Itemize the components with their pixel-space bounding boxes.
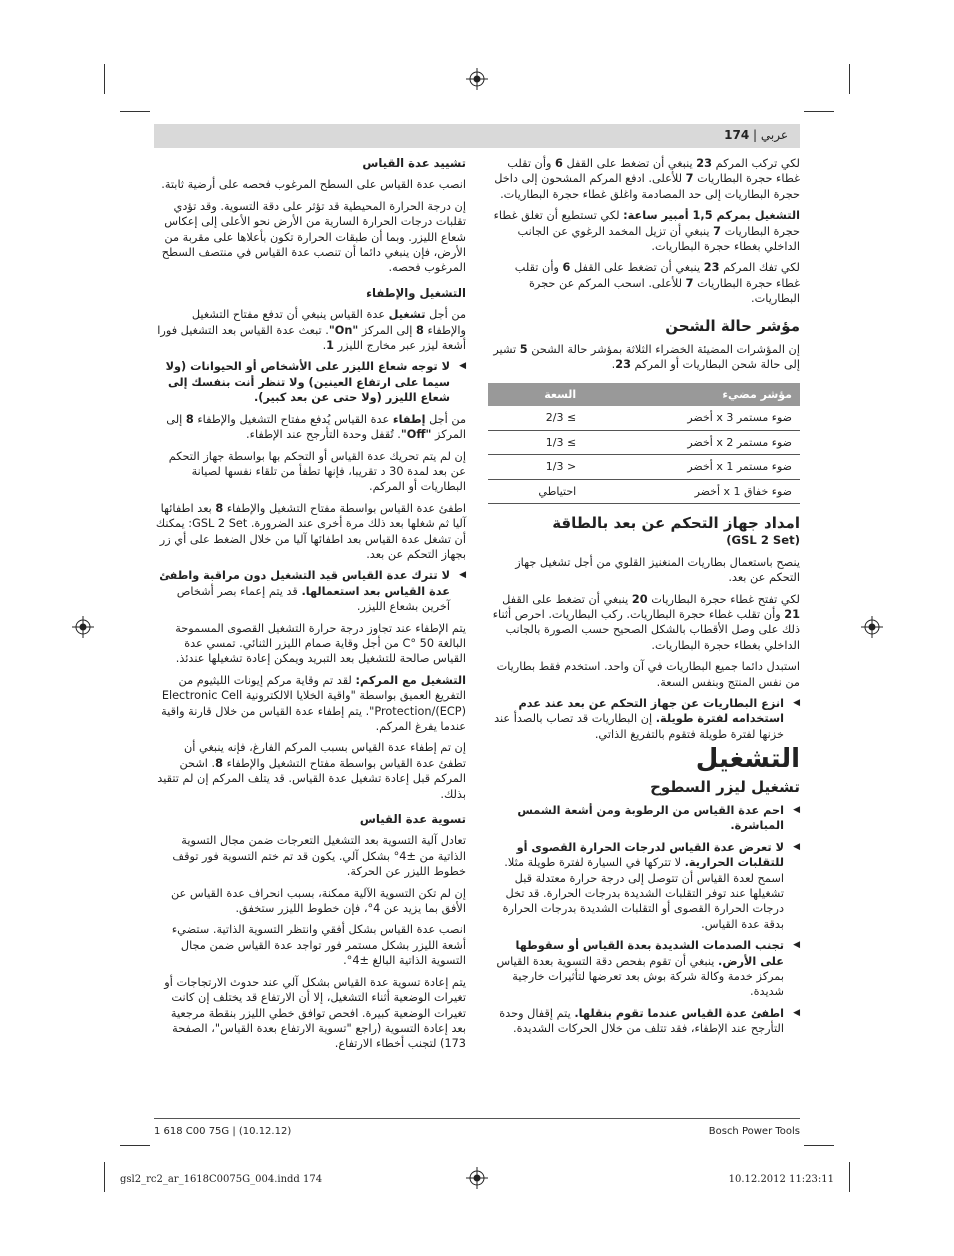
table-cell: ≥ 1/3 [488,430,584,454]
bullet-item [488,938,800,1000]
header-separator: | [749,128,761,142]
paragraph: تعادل آلية التسوية بعد التشغيل التعرجات ضمن مجال التسوية الذاتية من ±4° بشكل آلي. يكون قد تم ختم التسوية فور توقف خطوط الليزر عن الحركة. [172,834,466,879]
crop-mark [849,1162,850,1192]
paragraph: التشغيل مع المركم: لقد تم وقاية مركم إيونات الليثيوم من التفريغ العميق بواسطة "واقية الخلايا الالكترونية Electronic Cell Protection/(ECP)". يتم إطفاء عدة القياس من خلال قارنة واقية عندما يفرغ المركم. [161,673,466,733]
paragraph: التشغيل بمركم 1,5 أمبير ساعة: لكي تستطيع أن تغلق غطاء حجرة البطاريات 7 ينبغي أن تزيل المخمد الرغوي عن الجانب الداخلي بغطاء حجرة البطاريات. [493,209,800,254]
paragraph: إن تم إطفاء عدة القياس بسبب المركم الفارغ، فإنه ينبغي أن تطفئ عدة القياس بواسطة مفتاح التشغيل والإطفاء 8. اشحن المركم قبل إعادة تشغيل عدة القياس. قد يتلف المركم إن لم تتقيد بذلك. [157,741,466,801]
paragraph: إن درجة الحرارة المحيطية قد تؤثر على دقة التسوية. وقد تؤدي تقلبات درجات الحرارة السارية من الأرض نحو الأعلى إلى إعكاس شعاع الليزر. وبما أن طبقات الحرارة تكون بأعلاها على مقربة من الأرض، فإن ينبغي دائما أن تنصب عدة القياس في منتصف السطح المرغوب فحصه. [161,199,466,275]
table-row [488,455,800,479]
registration-mark-icon [861,616,883,638]
left-column [154,156,466,1058]
paragraph: يتم إعادة تسوية عدة القياس بشكل آلي عند حدوث الارتجاجات أو تغيرات الوضعية أثناء التشغيل، إلا أن الارتفاع قد يختلف إن كانت تغيرات الوضعية كبيرة. افحص توافق خطي الليزر بنقطة مرجعية بعد إعادة التسوية (راجع "تسوية الارتفاع بعدة القياس"، الصفحة 173) لتجنب أخطاء الارتفاع. [164,975,466,1051]
bullet-text: لا تعرض عدة القياس لدرجات الحرارة القصوى أو للتقلبات الحرارية. لا تتركها في السيارة لفترة طويلة مثلا. اسمح لعدة القياس أن تتوصل إلى درجة حرارة معتدلة قبل تشغيلها عند توفر التقلبات الشديدة بدرجات الحرارة. قد تخل درجات الحرارة القصوى أو التقلبات الشديدة بدرجات الحرارة بدقة عدة القياس. [502,840,784,931]
page-header [154,124,800,148]
bullet-arrow-icon: ◀ [793,697,800,708]
paragraph: ينصح باستعمال بطاريات المنغنيز القلوي من أجل تشغيل جهاز التحكم عن بعد. [515,555,800,585]
bullet-text: احم عدة القياس من الرطوبة ومن أشعة الشمس المباشرة. [517,804,784,833]
bullet-arrow-icon: ◀ [459,570,466,581]
bullet-item [154,359,466,405]
crop-mark [804,1145,834,1146]
table-cell: ضوء مستمر 2 x أخضر [584,430,800,454]
section-heading-model: (GSL 2 Set) [726,533,800,548]
footer-rule [154,1118,800,1119]
chapter-heading: التشغيل [695,744,800,775]
paragraph: إن المؤشرات المضيئة الخضراء الثلاثة بمؤشر حالة الشحن 5 تشير إلى حالة شحن البطاريات أو المركم 23. [493,343,800,372]
bullet-item [488,696,800,742]
right-column [488,156,800,1043]
bullet-item [488,803,800,834]
paragraph: لكي تفك المركم 23 ينبغي أن تضغط على القفل 6 وأن تقلب غطاء حجرة البطاريات 7 للأعلى. اسحب المركم عن حجرة البطاريات. [514,261,800,306]
charge-status-table [488,383,800,504]
page-header-label [724,128,788,142]
table-cell: < 1/3 [488,455,584,479]
bullet-text: انزع البطاريات عن جهاز التحكم عن بعد عند عدم استخدامه لفترة طويلة. إن البطاريات قد تصاب بالصدأ عند خزنها لفترة طويلة فتقوم بالتفريغ الذاتي. [494,696,784,741]
paragraph: إن لم تكن التسوية الآلية ممكنة، بسبب انحراف عدة القياس عن الأفق بما يزيد عن 4°، فإن خطوط الليزر ستخفق. [170,886,466,916]
bullet-text: تجنب الصدمات الشديدة بعدة القياس أو سقوطها على الأرض. ينبغي أن تقوم بفحص دقة التسوية بعدة القياس بمركز خدمة وكالة شركة بوش بعد تعرضها لتأثيرات خارجية شديدة. [496,939,784,999]
print-slug-datetime: 10.12.2012 11:23:11 [728,1174,834,1185]
bullet-item [488,840,800,932]
bullet-text: لا تترك عدة القياس قيد التشغيل دون مراقبة واطفئ عدة القياس بعد استعمالها. قد يتم إعماء بصر أشخاص آخرين بشعاع الليزر. [159,569,450,614]
footer-brand: Bosch Power Tools [708,1126,800,1137]
section-heading: مؤشر حالة الشحن [665,316,800,335]
bullet-text: اطفئ عدة القياس عندما تقوم بنقلها. يتم إقفال وحدة التأرجح عند الإطفاء، فقد تتلف من خلال الحركات الشديدة. [499,1006,784,1036]
registration-mark-icon [466,1167,488,1189]
bullet-arrow-icon: ◀ [793,940,800,951]
section-heading: امداد جهاز التحكم عن بعد بالطاقة [552,513,800,532]
table-cell: ≥ 2/3 [488,406,584,430]
print-slug-file: gsl2_rc2_ar_1618C0075G_004.indd 174 [120,1174,323,1185]
registration-mark-icon [466,68,488,90]
crop-mark [120,111,150,112]
table-row [488,406,800,430]
paragraph: انصب عدة القياس على السطح المرغوب فحصه على أرضية ثابتة. [161,178,466,192]
subsection-heading: تشييد عدة القياس [362,156,466,170]
paragraph: لكي تركب المركم 23 ينبغي أن تضغط على القفل 6 وأن تقلب غطاء حجرة البطاريات 7 للأعلى. ادفع المركم المشحون إلى داخل حجرة البطاريات إلى حد المصادمة واغلق غطاء حجرة البطاريات. [494,157,800,201]
paragraph: انصب عدة القياس بشكل أفقي وانتظر التسوية الذاتية. ستضيء أشعة الليزر بشكل مستمر فور تواجد عدة القياس ضمن مجال التسوية الذاتية البالغ ±4°. [171,923,466,968]
crop-mark [104,64,105,94]
paragraph: من أجل تشغيل عدة القياس ينبغي أن تدفع مفتاح التشغيل والإطفاء 8 إلى المركز "On". تبعث عدة القياس بعد التشغيل فورا أشعة ليزر عبر مخارج الليزر 1. [157,308,466,353]
bullet-arrow-icon: ◀ [793,1007,800,1018]
table-cell: ضوء مستمر 3 x أخضر [584,406,800,430]
table-row [488,479,800,503]
bullet-arrow-icon: ◀ [793,841,800,852]
paragraph: يتم الإطفاء عند تجاوز درجة حرارة التشغيل القصوى المسموحة البالغة 50 °C من أجل وقاية صمام الليزر الثنائي. تمسي عدة القياس صالحة للتشغيل بعد التبريد ويمكن إعادة تشغيلها عندئذ. [175,621,466,666]
table-cell: احتياطي [488,479,584,503]
subsection-heading: تسوية عدة القياس [359,812,466,827]
crop-mark [104,1162,105,1192]
table-cell: ضوء خفاق 1 x أخضر [584,479,800,503]
bullet-text: لا توجه شعاع الليزر على الأشخاص أو الحيوانات (ولا سيما على ارتفاع العينين) ولا تنظر أنت بنفسك إلى شعاع الليزر (ولا حتى عن بعد كبير). [165,360,450,405]
registration-mark-icon [72,616,94,638]
crop-mark [120,1145,150,1146]
section-heading: تشغيل ليزر السطوح [650,777,800,796]
table-header: السعة [488,383,584,406]
page-number: 174 [724,128,750,142]
bullet-arrow-icon: ◀ [459,361,466,372]
paragraph: استبدل دائما جميع البطاريات في آن واحد. استخدم فقط بطاريات من نفس المنتج وبنفس السعة. [496,660,800,689]
bullet-arrow-icon: ◀ [793,805,800,815]
bullet-item [154,568,466,614]
bullet-item [488,1006,800,1037]
paragraph: لكي تفتح غطاء حجرة البطاريات 20 ينبغي أن تضغط على القفل 21 وأن تقلب غطاء حجرة البطاريات. ركب البطاريات. احرص أثناء ذلك على وصل الأقطاب بالشكل الصحيح حسب الصورة بالجانب الداخلي بغطاء حجرة البطاريات. [492,592,800,652]
paragraph: إن لم يتم تحريك عدة القياس أو التحكم بها بواسطة جهاز التحكم عن بعد لمدة 30 د تقريبا، فإنها تطفأ من تلقاء نفسها لصيانة البطاريات أو المركم. [168,449,466,494]
table-cell: ضوء مستمر 1 x أخضر [584,455,800,479]
language-label: عربي [760,128,788,142]
table-row [488,430,800,454]
crop-mark [849,64,850,94]
subsection-heading: التشغيل والإطفاء [366,285,466,300]
crop-mark [804,111,834,112]
paragraph: من أجل إطفاء عدة القياس يُدفع مفتاح التشغيل والإطفاء 8 إلى المركز "Off". تُقفل وحدة التأرجح عند الإطفاء. [166,412,466,442]
footer-doc-code: 1 618 C00 75G | (10.12.12) [154,1126,292,1137]
table-header: مؤشر مضيء [584,383,800,406]
paragraph: اطفئ عدة القياس بواسطة مفتاح التشغيل والإطفاء 8 بعد اطفائها آليا ثم شغلها بعد ذلك مرة أخرى عند الضرورة. GSL 2 Set: يمكنك أن تشغل عدة القياس بعد اطفائها آليا من خلال الضغط على أي زر بجهاز التحكم عن بعد. [155,501,466,561]
